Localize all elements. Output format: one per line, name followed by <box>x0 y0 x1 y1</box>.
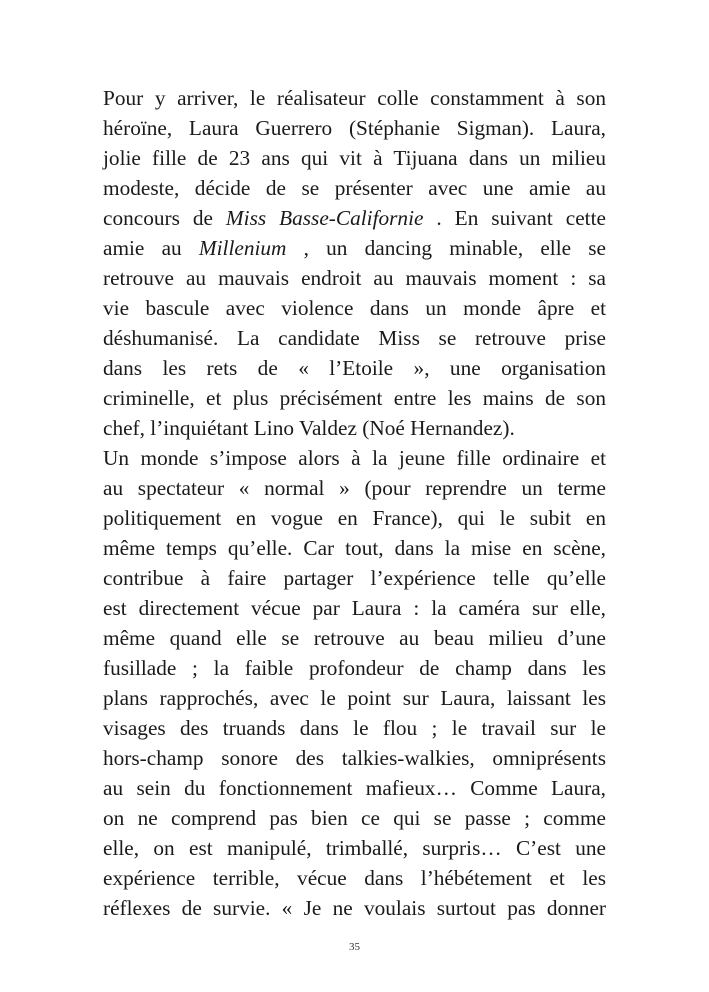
body-text <box>103 83 606 923</box>
text-line: expérience terrible, vécue dans l’hébétement et les <box>103 866 606 890</box>
page-number: 35 <box>349 941 360 953</box>
text-line: hors-champ sonore des talkies-walkies, omniprésents <box>103 746 606 770</box>
text-line <box>103 203 606 233</box>
text-line: dans les rets de « l’Etoile », une organisation <box>103 356 606 380</box>
text-line <box>103 233 606 263</box>
text-line: Pour y arriver, le réalisateur colle constamment à son <box>103 86 606 110</box>
text-line: réflexes de survie. « Je ne voulais surtout pas donner <box>103 896 606 920</box>
text-segment: amie au <box>103 236 199 260</box>
text-line: au sein du fonctionnement mafieux… Comme Laura, <box>103 776 606 800</box>
text-line: est directement vécue par Laura : la caméra sur elle, <box>103 596 606 620</box>
text-line: elle, on est manipulé, trimballé, surpris… C’est une <box>103 836 606 860</box>
text-line: déshumanisé. La candidate Miss se retrouve prise <box>103 326 606 350</box>
text-segment: . En suivant cette <box>423 206 606 230</box>
text-line: même temps qu’elle. Car tout, dans la mise en scène, <box>103 536 606 560</box>
text-segment: concours de <box>103 206 226 230</box>
text-line: jolie fille de 23 ans qui vit à Tijuana dans un milieu <box>103 146 606 170</box>
text-line: chef, l’inquiétant Lino Valdez (Noé Hernandez). <box>103 416 515 440</box>
text-line: Un monde s’impose alors à la jeune fille ordinaire et <box>103 446 606 470</box>
text-line: on ne comprend pas bien ce qui se passe ; comme <box>103 806 606 830</box>
text-segment: , un dancing minable, elle se <box>286 236 607 260</box>
text-line: politiquement en vogue en France), qui le subit en <box>103 506 606 530</box>
text-line: au spectateur « normal » (pour reprendre un terme <box>103 476 606 500</box>
text-line: héroïne, Laura Guerrero (Stéphanie Sigman). Laura, <box>103 116 606 140</box>
text-line: fusillade ; la faible profondeur de champ dans les <box>103 656 606 680</box>
text-line: retrouve au mauvais endroit au mauvais moment : sa <box>103 266 606 290</box>
text-line: contribue à faire partager l’expérience telle qu’elle <box>103 566 606 590</box>
italic-title: Millenium <box>198 236 287 260</box>
text-line: plans rapprochés, avec le point sur Laura, laissant les <box>103 686 606 710</box>
text-line: visages des truands dans le flou ; le travail sur le <box>103 716 606 740</box>
text-line: modeste, décide de se présenter avec une amie au <box>103 176 606 200</box>
text-line: criminelle, et plus précisément entre les mains de son <box>103 386 606 410</box>
text-line: même quand elle se retrouve au beau milieu d’une <box>103 626 606 650</box>
italic-title: Miss Basse-Californie <box>225 206 424 230</box>
text-line: vie bascule avec violence dans un monde âpre et <box>103 296 606 320</box>
